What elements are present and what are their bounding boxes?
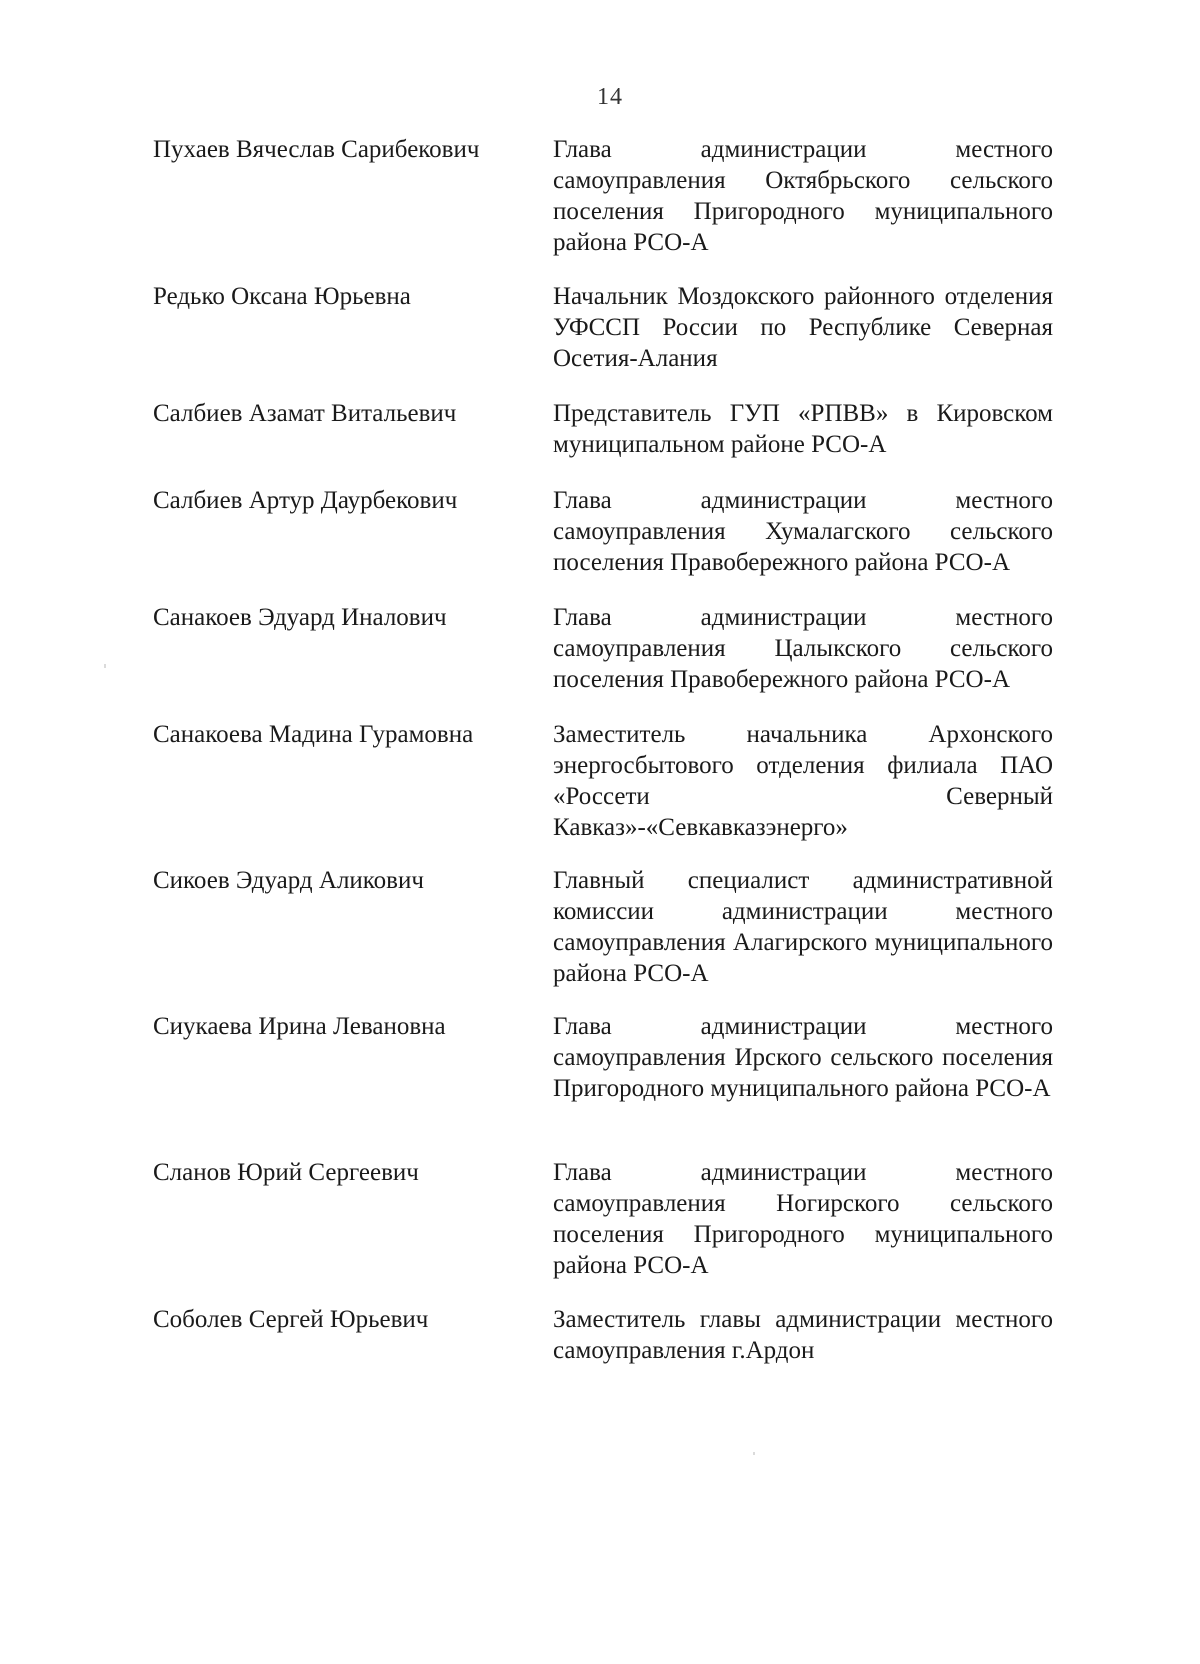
person-position: Заместитель начальника Архонского энергосбытового отделения филиала ПАО «Россети Северный Кавказ»-«Севкавказэнерго» (553, 721, 1053, 841)
person-position: Глава администрации местного самоуправления Ногирского сельского поселения Пригородного муниципального района РСО-А (553, 1159, 1053, 1279)
person-name: Санакоева Мадина Гурамовна (153, 721, 474, 748)
person-position: Представитель ГУП «РПВВ» в Кировском муниципальном районе РСО-А (553, 400, 1053, 458)
person-position: Начальник Моздокского районного отделения УФССП России по Республике Северная Осетия-Алания (553, 283, 1053, 372)
person-name: Салбиев Азамат Витальевич (153, 400, 457, 427)
person-position: Главный специалист административной комиссии администрации местного самоуправления Алагирского муниципального района РСО-А (553, 867, 1053, 987)
person-position: Глава администрации местного самоуправления Октябрьского сельского поселения Пригородного муниципального района РСО-А (553, 136, 1053, 256)
person-name: Сикоев Эдуард Аликович (153, 867, 424, 894)
person-position: Глава администрации местного самоуправления Ирского сельского поселения Пригородного муниципального района РСО-А (553, 1013, 1053, 1102)
person-position: Заместитель главы администрации местного самоуправления г.Ардон (553, 1306, 1053, 1364)
person-position: Глава администрации местного самоуправления Хумалагского сельского поселения Правобережного района РСО-А (553, 487, 1053, 576)
page-number: 14 (597, 84, 623, 110)
person-name: Пухаев Вячеслав Сарибекович (153, 136, 480, 163)
person-name: Сиукаева Ирина Левановна (153, 1013, 446, 1040)
person-position: Глава администрации местного самоуправления Цалыкского сельского поселения Правобережного района РСО-А (553, 604, 1053, 693)
person-name: Санакоев Эдуард Иналович (153, 604, 447, 631)
scan-artifact (104, 664, 106, 668)
person-name: Соболев Сергей Юрьевич (153, 1306, 429, 1333)
scan-artifact (753, 1452, 755, 1455)
person-name: Салбиев Артур Даурбекович (153, 487, 458, 514)
person-name: Редько Оксана Юрьевна (153, 283, 411, 310)
person-name: Сланов Юрий Сергеевич (153, 1159, 419, 1186)
